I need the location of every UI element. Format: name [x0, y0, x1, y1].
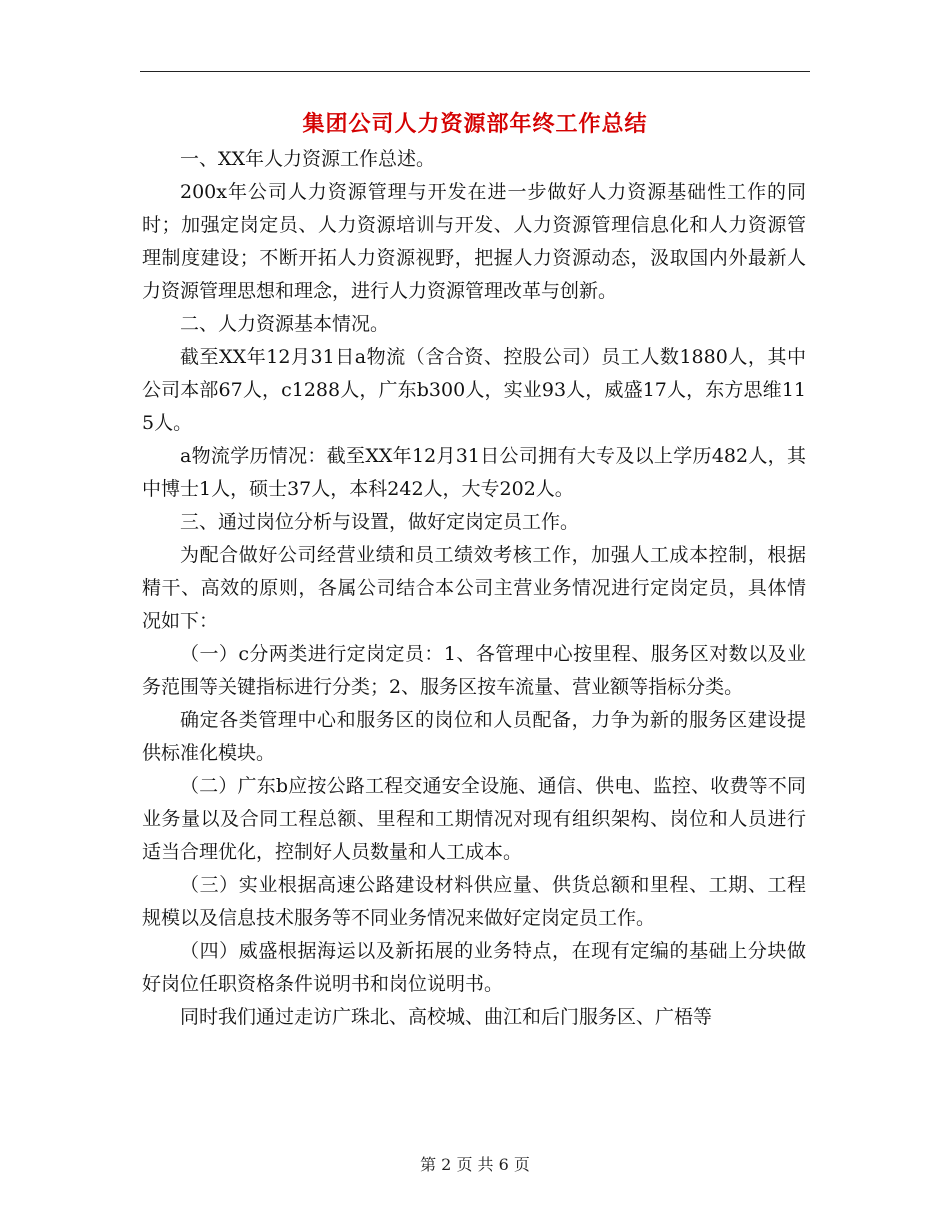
page-number: 第 2 页 共 6 页 [420, 1155, 530, 1174]
header-rule [140, 71, 810, 72]
paragraph: （四）威盛根据海运以及新拓展的业务特点，在现有定编的基础上分块做好岗位任职资格条件说明书和岗位说明书。 [142, 940, 806, 995]
section-heading-1: 一、XX年人力资源工作总述。 [180, 148, 436, 170]
paragraph: （三）实业根据高速公路建设材料供应量、供货总额和里程、工期、工程规模以及信息技术服务等不同业务情况来做好定岗定员工作。 [142, 874, 806, 929]
section-heading-3: 三、通过岗位分析与设置，做好定岗定员工作。 [180, 511, 580, 533]
paragraph: 截至XX年12月31日a物流（含合资、控股公司）员工人数1880人，其中公司本部67人，c1288人，广东b300人，实业93人，威盛17人，东方思维115人。 [142, 346, 806, 434]
paragraph: （二）广东b应按公路工程交通安全设施、通信、供电、监控、收费等不同业务量以及合同工程总额、里程和工期情况对现有组织架构、岗位和人员进行适当合理优化，控制好人员数量和人工成本。 [142, 775, 806, 863]
paragraph: 同时我们通过走访广珠北、高校城、曲江和后门服务区、广梧等 [180, 1006, 713, 1028]
paragraph: 为配合做好公司经营业绩和员工绩效考核工作，加强人工成本控制，根据精干、高效的原则，各属公司结合本公司主营业务情况进行定岗定员，具体情况如下： [142, 544, 806, 632]
paragraph: （一）c分两类进行定岗定员：1、各管理中心按里程、服务区对数以及业务范围等关键指标进行分类；2、服务区按车流量、营业额等指标分类。 [142, 643, 806, 698]
paragraph: 确定各类管理中心和服务区的岗位和人员配备，力争为新的服务区建设提供标准化模块。 [142, 709, 806, 764]
document-title: 集团公司人力资源部年终工作总结 [302, 112, 648, 137]
paragraph: a物流学历情况：截至XX年12月31日公司拥有大专及以上学历482人，其中博士1人，硕士37人，本科242人，大专202人。 [142, 445, 806, 500]
document-body [142, 143, 806, 1034]
section-heading-2: 二、人力资源基本情况。 [180, 313, 390, 335]
paragraph: 200x年公司人力资源管理与开发在进一步做好人力资源基础性工作的同时；加强定岗定员、人力资源培训与开发、人力资源管理信息化和人力资源管理制度建设；不断开拓人力资源视野，把握人力资源动态，汲取国内外最新人力资源管理思想和理念，进行人力资源管理改革与创新。 [142, 181, 806, 302]
